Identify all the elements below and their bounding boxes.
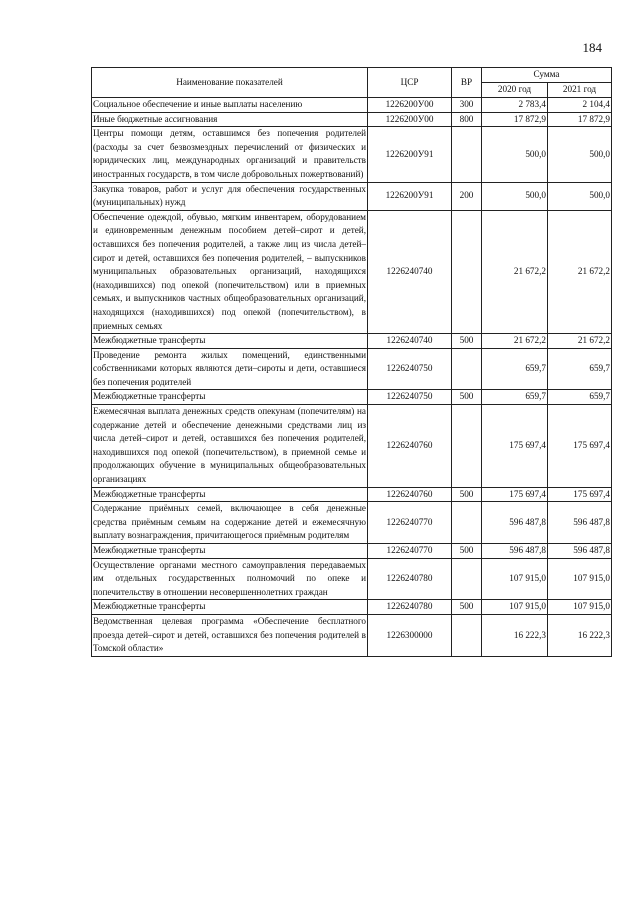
row-name-cell: Межбюджетные трансферты (92, 334, 368, 349)
row-csr-cell: 1226240770 (368, 544, 452, 559)
row-2020-value: 17 872,9 (482, 112, 548, 127)
row-2021-value: 21 672,2 (548, 210, 612, 333)
row-2020-value: 500,0 (482, 182, 548, 210)
header-csr: ЦСР (368, 68, 452, 98)
row-csr-cell: 1226200У91 (368, 127, 452, 182)
row-name-cell: Закупка товаров, работ и услуг для обеспечения государственных (муниципальных) нужд (92, 182, 368, 210)
header-year-2021: 2021 год (548, 83, 612, 98)
row-name-cell: Обеспечение одеждой, обувью, мягким инвентарем, оборудованием и единовременным денежным пособием детей–сирот и детей, оставшихся без попечения родителей, а также лиц из числа детей–сирот и детей, оставшихся без попечения родителей, – выпускников муниципальных образовательных организаций, находящихся (находившихся) под опекой (попечительством) или в приемных семьях, и выпускников частных общеобразовательных организаций, находящихся (находившихся) под опекой (попечительством), в приемных семьях (92, 210, 368, 333)
row-vr-cell (452, 127, 482, 182)
row-2021-value: 17 872,9 (548, 112, 612, 127)
row-vr-cell: 200 (452, 182, 482, 210)
row-vr-cell: 500 (452, 334, 482, 349)
budget-table (91, 67, 612, 657)
row-csr-cell: 1226240750 (368, 390, 452, 405)
row-vr-cell: 500 (452, 600, 482, 615)
row-2020-value: 500,0 (482, 127, 548, 182)
row-2020-value: 596 487,8 (482, 502, 548, 544)
row-2020-value: 659,7 (482, 348, 548, 390)
row-vr-cell: 800 (452, 112, 482, 127)
row-2021-value: 175 697,4 (548, 487, 612, 502)
header-name: Наименование показателей (92, 68, 368, 98)
row-csr-cell: 1226240780 (368, 558, 452, 600)
row-2020-value: 175 697,4 (482, 405, 548, 488)
table-row (92, 112, 612, 127)
table-row (92, 558, 612, 600)
row-csr-cell: 1226240760 (368, 405, 452, 488)
row-2020-value: 175 697,4 (482, 487, 548, 502)
row-2021-value: 596 487,8 (548, 544, 612, 559)
table-header (92, 68, 612, 98)
header-year-2020: 2020 год (482, 83, 548, 98)
row-vr-cell: 300 (452, 98, 482, 113)
row-name-cell: Проведение ремонта жилых помещений, единственными собственниками которых являются дети–сироты и дети, оставшиеся без попечения родителей (92, 348, 368, 390)
row-name-cell: Иные бюджетные ассигнования (92, 112, 368, 127)
row-2021-value: 107 915,0 (548, 600, 612, 615)
row-vr-cell: 500 (452, 487, 482, 502)
row-2020-value: 596 487,8 (482, 544, 548, 559)
row-2021-value: 21 672,2 (548, 334, 612, 349)
row-vr-cell (452, 348, 482, 390)
row-2021-value: 175 697,4 (548, 405, 612, 488)
table-row (92, 98, 612, 113)
row-csr-cell: 1226240750 (368, 348, 452, 390)
table-row (92, 600, 612, 615)
row-2020-value: 107 915,0 (482, 600, 548, 615)
row-name-cell: Межбюджетные трансферты (92, 600, 368, 615)
row-2020-value: 107 915,0 (482, 558, 548, 600)
row-name-cell: Межбюджетные трансферты (92, 487, 368, 502)
row-2021-value: 107 915,0 (548, 558, 612, 600)
row-csr-cell: 1226240740 (368, 210, 452, 333)
row-csr-cell: 1226240760 (368, 487, 452, 502)
header-vr: ВР (452, 68, 482, 98)
table-row (92, 487, 612, 502)
row-2020-value: 21 672,2 (482, 210, 548, 333)
page-number: 184 (582, 40, 602, 55)
table-row (92, 390, 612, 405)
table-row (92, 544, 612, 559)
row-2021-value: 16 222,3 (548, 614, 612, 656)
table-body (92, 98, 612, 657)
row-vr-cell (452, 210, 482, 333)
row-vr-cell (452, 558, 482, 600)
table-row (92, 614, 612, 656)
row-name-cell: Межбюджетные трансферты (92, 544, 368, 559)
row-name-cell: Осуществление органами местного самоуправления передаваемых им отдельных государственных полномочий по опеке и попечительству в отношении несовершеннолетних граждан (92, 558, 368, 600)
row-2021-value: 500,0 (548, 182, 612, 210)
table-row (92, 334, 612, 349)
row-2020-value: 2 783,4 (482, 98, 548, 113)
row-csr-cell: 1226200У00 (368, 112, 452, 127)
row-vr-cell: 500 (452, 544, 482, 559)
row-vr-cell (452, 502, 482, 544)
table-row (92, 502, 612, 544)
row-csr-cell: 1226240780 (368, 600, 452, 615)
table-row (92, 127, 612, 182)
row-2021-value: 659,7 (548, 390, 612, 405)
row-2021-value: 2 104,4 (548, 98, 612, 113)
row-name-cell: Центры помощи детям, оставшимся без попечения родителей (расходы за счет безвозмездных перечислений от физических и юридических лиц, международных организаций и правительств иностранных государств, в том числе добровольных пожертвований) (92, 127, 368, 182)
row-csr-cell: 1226200У91 (368, 182, 452, 210)
table-row (92, 182, 612, 210)
row-name-cell: Ежемесячная выплата денежных средств опекунам (попечителям) на содержание детей и обеспечение денежными средствами лиц из числа детей–сирот и детей, оставшихся без попечения родителей, находившихся под опекой (попечительством), в приемной семье и продолжающих обучение в муниципальных общеобразовательных организациях (92, 405, 368, 488)
row-2020-value: 659,7 (482, 390, 548, 405)
row-name-cell: Социальное обеспечение и иные выплаты населению (92, 98, 368, 113)
row-2020-value: 21 672,2 (482, 334, 548, 349)
row-name-cell: Содержание приёмных семей, включающее в себя денежные средства приёмным семьям на содержание детей и ежемесячную выплату вознаграждения, причитающегося приёмным родителям (92, 502, 368, 544)
row-2021-value: 500,0 (548, 127, 612, 182)
row-csr-cell: 1226300000 (368, 614, 452, 656)
row-2021-value: 659,7 (548, 348, 612, 390)
row-name-cell: Ведомственная целевая программа «Обеспечение бесплатного проезда детей–сирот и детей, оставшихся без попечения родителей в Томской области» (92, 614, 368, 656)
header-sum: Сумма (482, 68, 612, 83)
table-row (92, 405, 612, 488)
row-name-cell: Межбюджетные трансферты (92, 390, 368, 405)
row-vr-cell (452, 405, 482, 488)
row-2020-value: 16 222,3 (482, 614, 548, 656)
table-row (92, 348, 612, 390)
row-csr-cell: 1226240740 (368, 334, 452, 349)
table-row (92, 210, 612, 333)
row-2021-value: 596 487,8 (548, 502, 612, 544)
row-vr-cell (452, 614, 482, 656)
row-csr-cell: 1226200У00 (368, 98, 452, 113)
row-vr-cell: 500 (452, 390, 482, 405)
row-csr-cell: 1226240770 (368, 502, 452, 544)
